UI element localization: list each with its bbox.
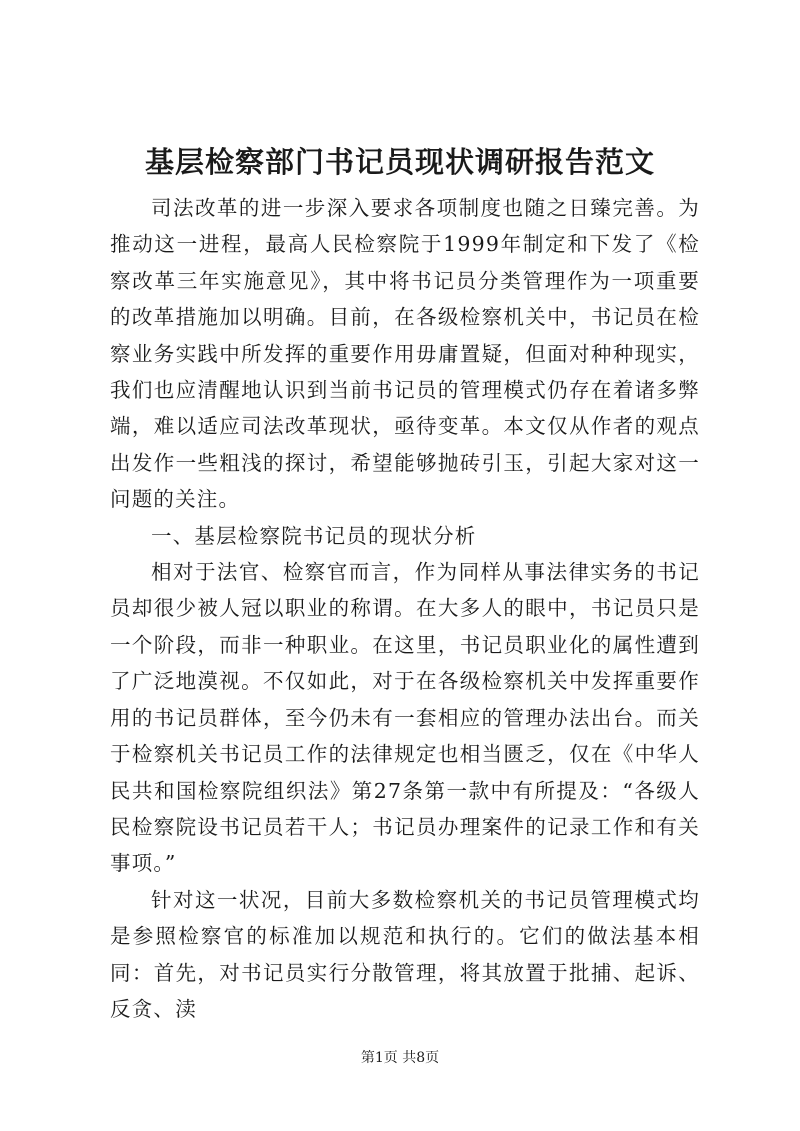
document-body (110, 190, 700, 1027)
page-number-footer: 第1页 共8页 (360, 1050, 440, 1066)
paragraph-intro: 司法改革的进一步深入要求各项制度也随之日臻完善。为推动这一进程，最高人民检察院于1999年制定和下发了《检察改革三年实施意见》，其中将书记员分类管理作为一项重要的改革措施加以明确。目前，在各级检察机关中，书记员在检察业务实践中所发挥的重要作用毋庸置疑，但面对种种现实，我们也应清醒地认识到当前书记员的管理模式仍存在着诸多弊端，难以适应司法改革现状，亟待变革。本文仅从作者的观点出发作一些粗浅的探讨，希望能够抛砖引玉，引起大家对这一问题的关注。 (110, 196, 700, 512)
paragraph-management: 针对这一状况，目前大多数检察机关的书记员管理模式均是参照检察官的标准加以规范和执行的。它们的做法基本相同：首先，对书记员实行分散管理，将其放置于批捕、起诉、反贪、渎 (110, 887, 700, 1021)
paragraph-analysis: 相对于法官、检察官而言，作为同样从事法律实务的书记员却很少被人冠以职业的称谓。在大多人的眼中，书记员只是一个阶段，而非一种职业。在这里，书记员职业化的属性遭到了广泛地漠视。不仅如此，对于在各级检察机关中发挥重要作用的书记员群体，至今仍未有一套相应的管理办法出台。而关于检察机关书记员工作的法律规定也相当匮乏，仅在《中华人民共和国检察院组织法》第27条第一款中有所提及：“各级人民检察院设书记员若干人；书记员办理案件的记录工作和有关事项。” (110, 560, 700, 876)
section-heading: 一、基层检察院书记员的现状分析 (151, 523, 477, 548)
document-title: 基层检察部门书记员现状调研报告范文 (144, 145, 655, 179)
